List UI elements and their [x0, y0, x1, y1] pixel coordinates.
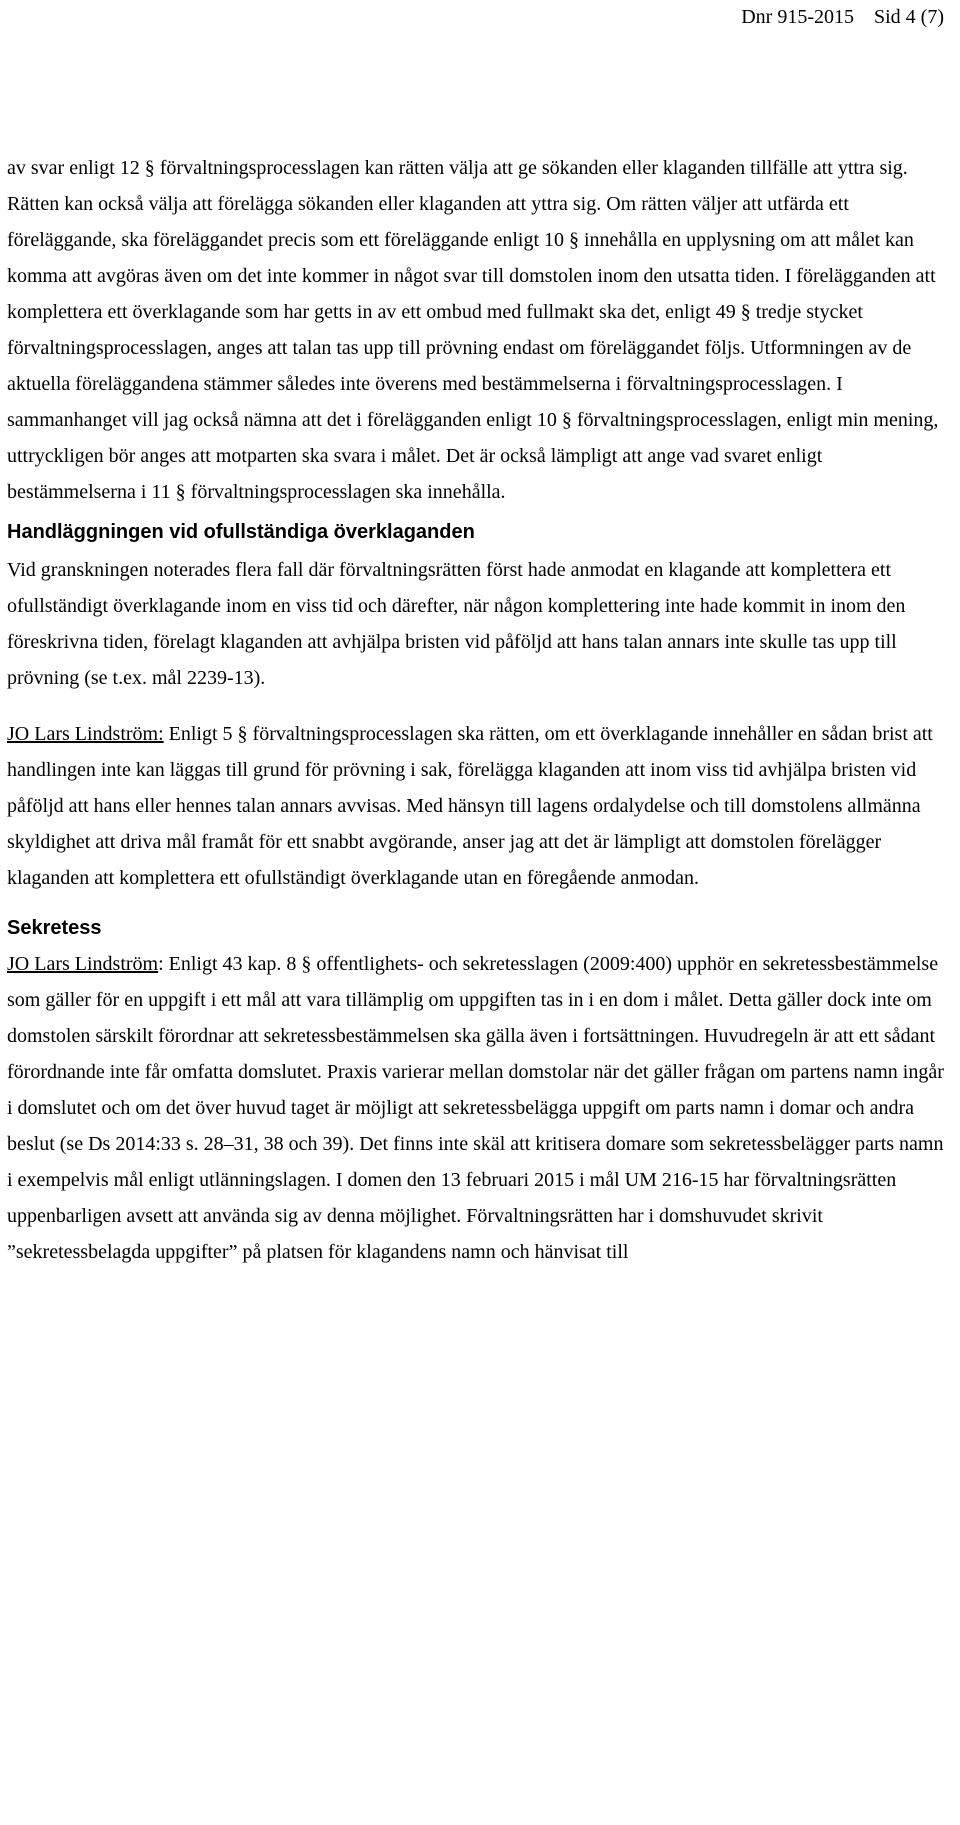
- paragraph-text: : Enligt 43 kap. 8 § offentlighets- och sekretesslagen (2009:400) upphör en sekretessbestämmelse som gäller för en uppgift i ett mål att vara tillämplig om uppgiften tas in i en dom i målet. Detta gäller dock inte om domstolen särskilt förordnar att sekretessbestämmelsen ska gälla även i fortsättningen. Huvudregeln är att ett sådant förordnande inte får omfatta domslutet. Praxis varierar mellan domstolar när det gäller frågan om partens namn ingår i domslutet och om det över huvud taget är möjligt att sekretessbelägga uppgift om parts namn i domar och andra beslut (se Ds 2014:33 s. 28–31, 38 och 39). Det finns inte skäl att kritisera domare som sekretessbelägger parts namn i exempelvis mål enligt utlänningslagen. I domen den 13 februari 2015 i mål UM 216-15 har förvaltningsrätten uppenbarligen avsett att använda sig av denna möjlighet. Förvaltningsrätten har i domshuvudet skrivit ”sekretessbelagda uppgifter” på platsen för klagandens namn och hänvisat till: [7, 953, 944, 1263]
- paragraph-jo-statement-appeals: [7, 716, 947, 896]
- jo-name-underlined: JO Lars Lindström: [7, 953, 159, 975]
- case-number: Dnr 915-2015: [741, 6, 854, 28]
- jo-name-underlined: JO Lars Lindström:: [7, 723, 164, 745]
- document-body: [7, 150, 947, 1270]
- paragraph-review-findings: Vid granskningen noterades flera fall där förvaltningsrätten först hade anmodat en klagande att komplettera ett ofullständigt överklagande inom en viss tid och därefter, när någon komplettering inte hade kommit in inom den föreskrivna tiden, förelagt klaganden att avhjälpa bristen vid påföljd att hans talan annars inte skulle tas upp till prövning (se t.ex. mål 2239-13).: [7, 559, 906, 689]
- page-header: [741, 6, 944, 29]
- page-number: Sid 4 (7): [874, 6, 944, 28]
- paragraph-text: Enligt 5 § förvaltningsprocesslagen ska rätten, om ett överklagande innehåller en sådan brist att handlingen inte kan läggas till grund för prövning i sak, förelägga klaganden att inom viss tid avhjälpa bristen vid påföljd att hans eller hennes talan annars avvisas. Med hänsyn till lagens ordalydelse och till domstolens allmänna skyldighet att driva mål framåt för ett snabbt avgörande, anser jag att det är lämpligt att domstolen förelägger klaganden att komplettera ett ofullständigt överklagande utan en föregående anmodan.: [7, 723, 933, 889]
- paragraph-continuation: av svar enligt 12 § förvaltningsprocesslagen kan rätten välja att ge sökanden eller klaganden tillfälle att yttra sig. Rätten kan också välja att förelägga sökanden eller klaganden att yttra sig. Om rätten väljer att utfärda ett föreläggande, ska föreläggandet precis som ett föreläggande enligt 10 § innehålla en upplysning om att målet kan komma att avgöras även om det inte kommer in något svar till domstolen inom den utsatta tiden. I förelägganden att komplettera ett överklagande som har getts in av ett ombud med fullmakt ska det, enligt 49 § tredje stycket förvaltningsprocesslagen, anges att talan tas upp till prövning endast om föreläggandet följs. Utformningen av de aktuella föreläggandena stämmer således inte överens med bestämmelserna i förvaltningsprocesslagen. I sammanhanget vill jag också nämna att det i förelägganden enligt 10 § förvaltningsprocesslagen, enligt min mening, uttryckligen bör anges att motparten ska svara i målet. Det är också lämpligt att ange vad svaret enligt bestämmelserna i 11 § förvaltningsprocesslagen ska innehålla.: [7, 157, 939, 503]
- heading-secrecy: Sekretess: [7, 917, 102, 939]
- heading-incomplete-appeals: Handläggningen vid ofullständiga överklaganden: [7, 521, 475, 543]
- paragraph-jo-statement-secrecy: [7, 946, 947, 1270]
